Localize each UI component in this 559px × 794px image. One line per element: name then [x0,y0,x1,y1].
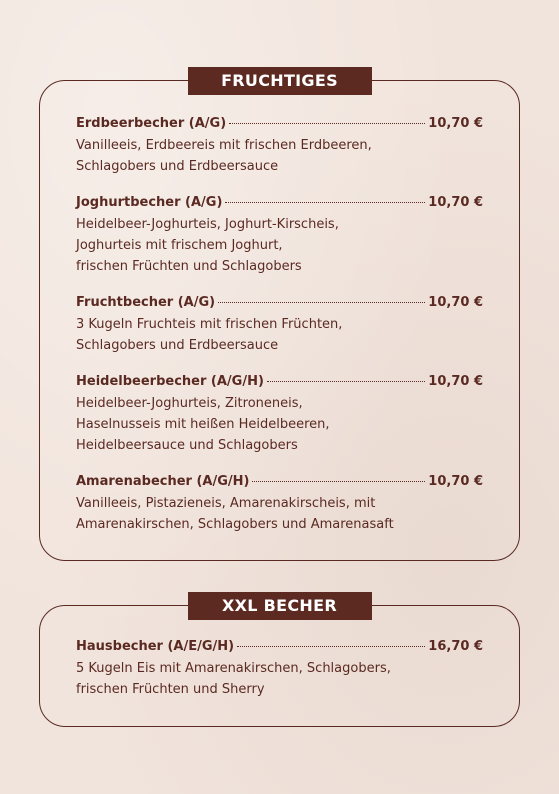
item-header [76,373,483,391]
item-name: Hausbecher (A/E/G/H) [76,639,235,654]
item-description [76,493,483,535]
item-price: 16,70 € [428,639,483,654]
item-name: Joghurtbecher (A/G) [76,195,223,210]
menu-item [76,194,483,277]
description-line: Heidelbeer-Joghurteis, Joghurt-Kirscheis, [76,217,339,232]
menu-item [76,294,483,356]
item-header [76,194,483,212]
dot-leader [252,481,425,482]
menu-item [76,638,483,700]
item-price: 10,70 € [428,195,483,210]
item-price: 10,70 € [428,295,483,310]
dot-leader [225,202,425,203]
menu-list [76,638,483,717]
menu-item [76,115,483,177]
description-line: 5 Kugeln Eis mit Amarenakirschen, Schlagobers, [76,661,391,676]
section-title: FRUCHTIGES [188,67,372,95]
description-line: Vanilleeis, Pistazieneis, Amarenakirscheis, mit [76,496,376,511]
section-title: XXL BECHER [188,592,372,620]
item-description [76,658,483,700]
item-price: 10,70 € [428,474,483,489]
item-description [76,393,483,456]
description-line: 3 Kugeln Fruchteis mit frischen Früchten, [76,317,343,332]
description-line: Haselnusseis mit heißen Heidelbeeren, [76,417,330,432]
item-name: Fruchtbecher (A/G) [76,295,216,310]
description-line: Amarenakirschen, Schlagobers und Amarenasaft [76,517,394,532]
menu-list [76,115,483,552]
menu-item [76,373,483,456]
item-price: 10,70 € [428,116,483,131]
item-description [76,314,483,356]
item-header [76,115,483,133]
description-line: frischen Früchten und Sherry [76,682,265,697]
item-header [76,294,483,312]
description-line: Heidelbeer-Joghurteis, Zitroneneis, [76,396,303,411]
dot-leader [267,381,425,382]
item-header [76,473,483,491]
item-description [76,214,483,277]
dot-leader [237,646,425,647]
description-line: Vanilleeis, Erdbeereis mit frischen Erdbeeren, [76,138,372,153]
item-name: Amarenabecher (A/G/H) [76,474,250,489]
item-price: 10,70 € [428,374,483,389]
item-header [76,638,483,656]
description-line: Schlagobers und Erdbeersauce [76,338,279,353]
dot-leader [229,123,425,124]
description-line: Heidelbeersauce und Schlagobers [76,438,298,453]
description-line: frischen Früchten und Schlagobers [76,259,302,274]
item-name: Erdbeerbecher (A/G) [76,116,227,131]
section-fruchtiges [39,71,520,561]
item-description [76,135,483,177]
description-line: Joghurteis mit frischem Joghurt, [76,238,283,253]
description-line: Schlagobers und Erdbeersauce [76,159,279,174]
dot-leader [218,302,425,303]
section-xxl-becher [39,596,520,727]
menu-item [76,473,483,535]
item-name: Heidelbeerbecher (A/G/H) [76,374,264,389]
